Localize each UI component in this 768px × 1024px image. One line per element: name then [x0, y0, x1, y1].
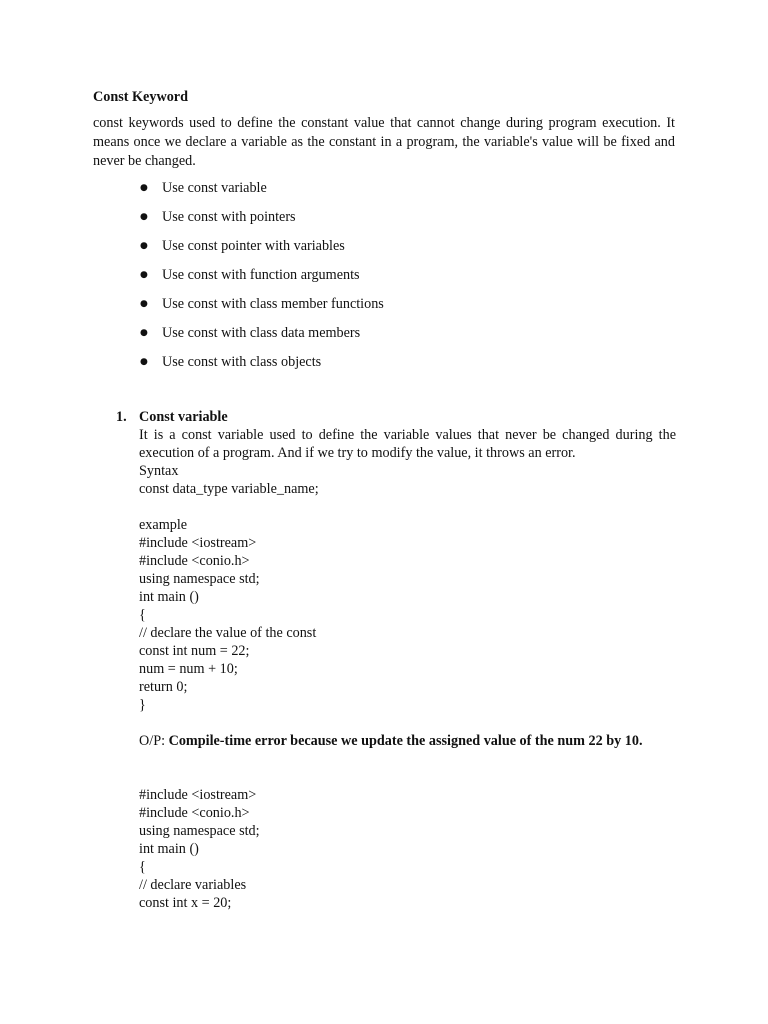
bullet-text: Use const with function arguments — [162, 267, 360, 283]
intro-paragraph: const keywords used to define the constant value that cannot change during program execution. It means once we declare a variable as the constant in a program, the variable's value will be fixed and never be changed. — [93, 115, 675, 169]
code-line: { — [139, 607, 146, 623]
blank-line — [139, 768, 676, 786]
code-line: #include <conio.h> — [139, 805, 250, 821]
blank-line — [139, 750, 676, 768]
output-text: Compile-time error because we update the assigned value of the num 22 by 10. — [168, 733, 643, 749]
code-line: num = num + 10; — [139, 661, 238, 677]
bullet-text: Use const with class data members — [162, 325, 361, 341]
code-line: using namespace std; — [139, 571, 260, 587]
bullet-item — [93, 324, 384, 353]
bullet-item — [93, 353, 384, 382]
blank-line — [139, 498, 676, 516]
bullet-item — [93, 179, 384, 208]
code-line: // declare the value of the const — [139, 625, 317, 641]
output-note — [139, 732, 676, 750]
code-line: using namespace std; — [139, 823, 260, 839]
section-number: 1. — [116, 409, 127, 425]
code-line: #include <iostream> — [139, 535, 257, 551]
bullet-icon: ● — [140, 299, 148, 309]
code-line: int main () — [139, 841, 199, 857]
example-code-block-1 — [139, 534, 676, 714]
bullet-item — [93, 266, 384, 295]
bullet-icon: ● — [140, 328, 148, 338]
bullet-text: Use const variable — [162, 180, 267, 196]
usage-bullet-list — [93, 179, 384, 382]
bullet-icon: ● — [140, 357, 148, 367]
code-line: int main () — [139, 589, 199, 605]
code-line: } — [139, 697, 146, 713]
bullet-item — [93, 295, 384, 324]
bullet-text: Use const with class objects — [162, 354, 322, 370]
bullet-text: Use const pointer with variables — [162, 238, 345, 254]
bullet-item — [93, 237, 384, 266]
output-label: O/P: — [139, 733, 166, 749]
const-variable-section — [116, 408, 676, 912]
code-line: #include <iostream> — [139, 787, 257, 803]
code-line: const int num = 22; — [139, 643, 250, 659]
bullet-text: Use const with class member functions — [162, 296, 384, 312]
bullet-icon: ● — [140, 241, 148, 251]
section-description: It is a const variable used to define the variable values that never be changed during the execution of a program. And if we try to modify the value, it throws an error. — [139, 427, 676, 461]
section-body — [139, 408, 676, 912]
section-heading: Const variable — [139, 409, 228, 425]
code-line: #include <conio.h> — [139, 553, 250, 569]
example-label: example — [139, 517, 188, 533]
code-line: { — [139, 859, 146, 875]
code-line: const int x = 20; — [139, 895, 232, 911]
bullet-icon: ● — [140, 270, 148, 280]
syntax-line: const data_type variable_name; — [139, 481, 319, 497]
blank-line — [139, 714, 676, 732]
document-title: Const Keyword — [93, 89, 188, 105]
example-code-block-2 — [139, 786, 676, 912]
bullet-icon: ● — [140, 212, 148, 222]
code-line: // declare variables — [139, 877, 247, 893]
syntax-label: Syntax — [139, 463, 179, 479]
bullet-item — [93, 208, 384, 237]
bullet-text: Use const with pointers — [162, 209, 296, 225]
code-line: return 0; — [139, 679, 188, 695]
bullet-icon: ● — [140, 183, 148, 193]
